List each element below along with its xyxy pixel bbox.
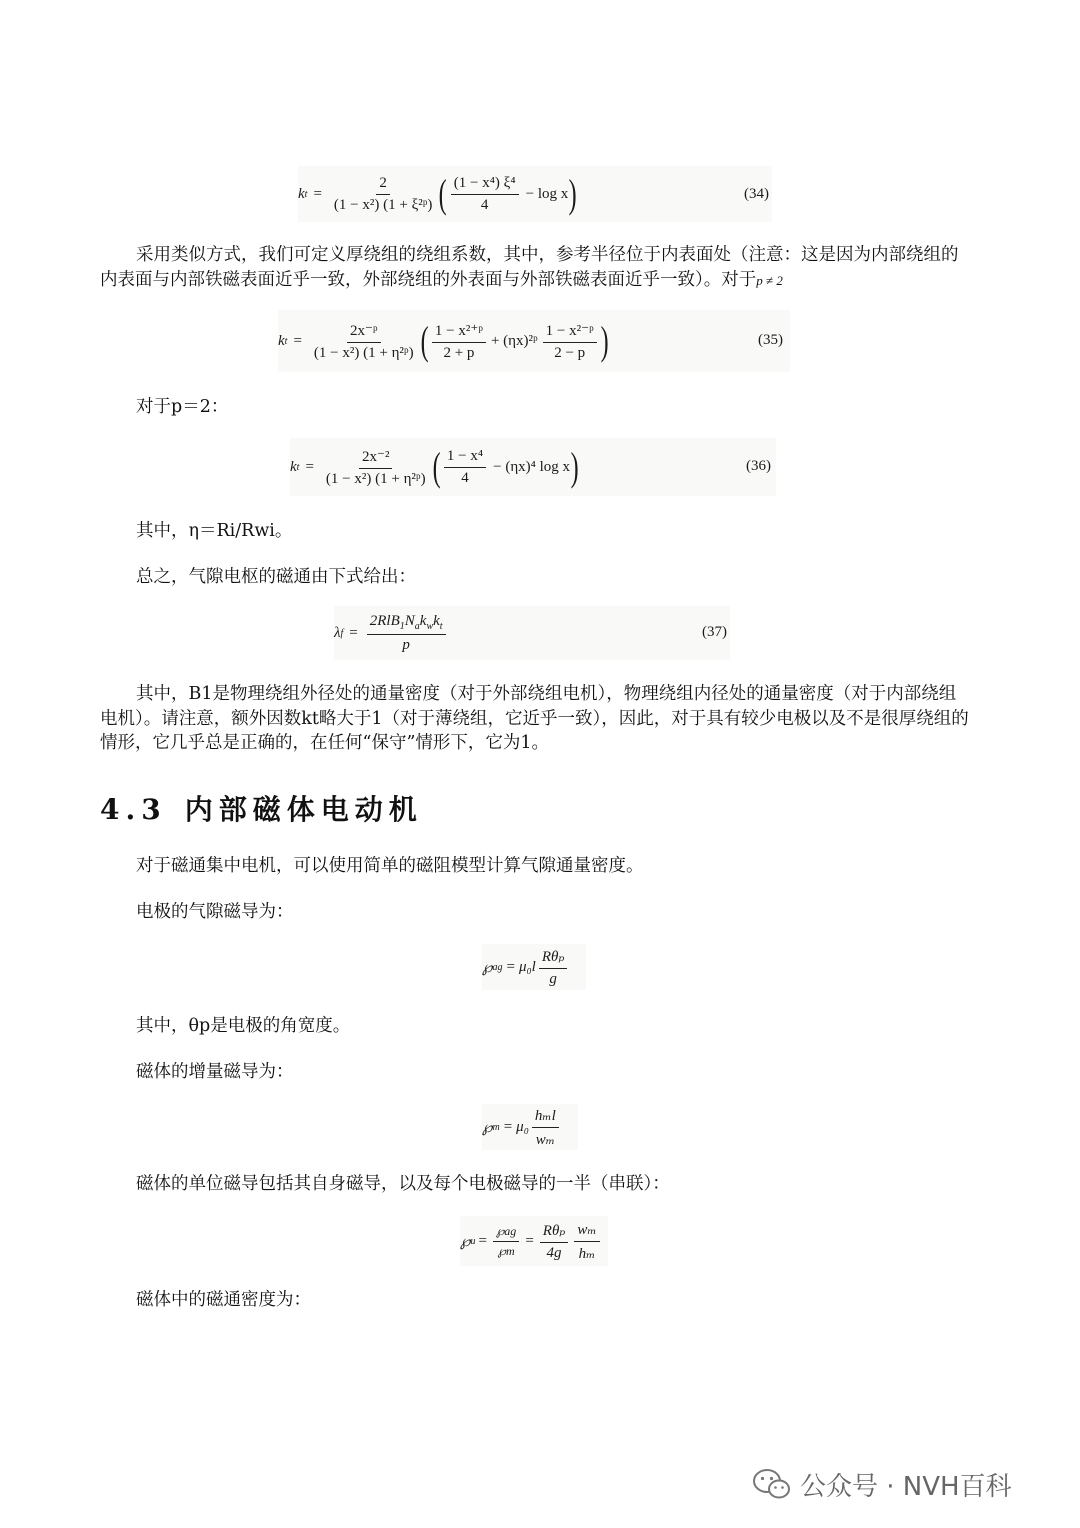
equation-36: k t = $\frac{\text{2x⁻²}}{\text{(1 − x²) (1 + η²ᵖ)}}$ ( $\frac{\text{1 − x⁴}}{4}$ − (ηx)⁴ log x ) [290,438,776,496]
eq-u-f3-denominator: hₘ [578,1245,596,1262]
eq34-inner-denominator: 4 [480,196,489,213]
section-heading [100,788,423,828]
paragraph-b1-explanation: 其中，B1是物理绕组外径处的通量密度（对于外部绕组电机），物理绕组内径处的通量密度（对于内部绕组电机）。请注意，额外因数kt略大于1（对于薄绕组，它近乎一致），因此，对于具有较少电极以及不是很厚绕组的情形，它几乎总是正确的，在任何“保守”情形下，它为1。 [100,684,969,753]
paragraph-p-equals-2: 对于p＝2： [136,397,229,417]
paragraph-magnet-permeance: 磁体的增量磁导为： [136,1062,294,1082]
eq35-inner1-fraction [432,321,486,362]
equation-magnet-permeance: ℘ m = μ₀ $\frac{\text{hₘl}}{\text{wₘ}}$ [482,1104,578,1150]
eq37-denominator: p [402,636,410,653]
eq34-inner-fraction [451,175,519,214]
eq34-inner-numerator: (1 − x⁴) ξ⁴ [451,175,519,195]
paragraph-thick-winding-text: 采用类似方式，我们可定义厚绕组的绕组系数，其中，参考半径位于内表面处（注意：这是因为内部绕组的内表面与内部铁磁表面近乎一致，外部绕组的外表面与外部铁磁表面近乎一致）。对于 [100,245,959,290]
eq36-inner-denominator: 4 [461,469,469,486]
paragraph-theta-p: 其中，θp是电极的角宽度。 [136,1016,351,1036]
section-number: 4.3 [100,793,167,826]
eq36-numerator: 2x⁻² [359,447,392,469]
eq-m-fraction [532,1106,559,1149]
eq34-denominator: (1 − x²) (1 + ξ²ᵖ) [333,196,433,213]
eq-m-pre: μ₀ [516,1118,529,1135]
equation-number-36: (36) [746,458,771,474]
watermark-text: 公众号 · NVH百科 [800,1471,1012,1502]
eq36-denominator: (1 − x²) (1 + η²ᵖ) [325,470,426,487]
eq35-lhs-sub: t [284,335,288,347]
condition-p-not-2: p ≠ 2 [756,272,783,288]
eq34-fraction [331,175,436,214]
eq-u-f2-denominator: 4g [546,1244,562,1261]
eq-u-f1-denominator: ℘m [497,1243,515,1258]
paragraph-reluctance-model: 对于磁通集中电机，可以使用简单的磁阻模型计算气隙通量密度。 [136,856,644,876]
eq-u-lhs: ℘ [460,1233,471,1250]
equation-number-35: (35) [758,332,783,348]
paragraph-magnet-flux-density: 磁体中的磁通密度为： [136,1290,311,1310]
eq35-numerator: 2x⁻ᵖ [347,321,381,343]
eq-m-numerator: hₘl [532,1106,559,1128]
eq-m-denominator: wₘ [535,1131,555,1148]
eq35-fraction [311,321,417,362]
eq-u-fraction-2 [540,1221,569,1262]
paragraph-thick-winding [100,243,970,293]
eq-m-lhs-sub: m [492,1121,500,1133]
equation-number-34: (34) [744,186,769,202]
eq35-inner2-denominator: 2 − p [554,344,586,361]
eq-m-lhs: ℘ [482,1119,493,1136]
equation-number-37: (37) [702,624,727,640]
eq-ag-lhs: ℘ [482,959,493,976]
eq35-lhs: k [278,332,285,349]
section-title: 内部磁体电动机 [184,793,423,826]
eq-ag-pre: μ₀l [518,958,536,975]
eq35-denominator: (1 − x²) (1 + η²ᵖ) [313,344,414,361]
paragraph-eta-definition: 其中，η＝Ri/Rwi。 [136,521,293,541]
eq36-inner-numerator: 1 − x⁴ [444,448,486,468]
eq34-lhs-sub: t [304,188,308,200]
equation-unit-permeance: ℘ u = $\frac{℘ag}{℘m}$ = $\frac{\text{Rθₚ}}{4g}$ $\frac{\text{wₘ}}{\text{hₘ}}$ [460,1216,608,1266]
eq34-numerator: 2 [376,175,390,195]
eq-u-fraction-3 [574,1220,599,1263]
watermark [752,1460,1052,1508]
equation-35: k t = $\frac{\text{2x⁻ᵖ}}{\text{(1 − x²) (1 + η²ᵖ)}}$ ( $\frac{\text{1 − x²⁺ᵖ}}{2 + p}$ + (ηx)²ᵖ $\frac{\text{1 − x²⁻ᵖ}}{2 - p}$ ) [278,310,790,372]
eq-ag-numerator: Rθₚ [539,947,568,969]
equation-37: λ f = $\frac{2RlB_1N_ak_wk_t}{p}$ [334,606,730,660]
eq-u-f3-numerator: wₘ [574,1220,599,1242]
eq35-inner2-fraction [543,321,597,362]
eq-u-f1-numerator: ℘ag [493,1224,519,1242]
equation-airgap-permeance: ℘ ag = μ₀l $\frac{\text{Rθₚ}}{g}$ [482,944,586,990]
eq36-inner-fraction [444,448,486,487]
eq35-inner1-denominator: 2 + p [443,344,475,361]
equation-34: k t = $\frac{2}{\text{(1 − x²) (1 + ξ²ᵖ)}}$ ( $\frac{\text{(1 − x⁴) ξ⁴}}{4}$ − log x ) [298,166,772,222]
eq34-lhs: k [298,185,305,202]
eq37-numerator: $2RlB_1N_ak_wk_t$ [367,613,446,635]
eq-ag-denominator: g [549,970,557,987]
eq-ag-fraction [539,947,568,988]
eq36-tail: − (ηx)⁴ log x [493,458,571,475]
eq-ag-lhs-sub: ag [492,961,503,973]
paragraph-flux-summary: 总之，气隙电枢的磁通由下式给出： [136,567,416,587]
paragraph-unit-permeance: 磁体的单位磁导包括其自身磁导，以及每个电极磁导的一半（串联）： [136,1174,670,1194]
eq35-inner1-numerator: 1 − x²⁺ᵖ [432,321,486,343]
eq36-fraction [323,447,429,488]
wechat-icon [752,1467,792,1501]
eq35-mid-term: + (ηx)²ᵖ [490,332,538,349]
eq36-lhs: k [290,458,297,475]
eq37-lhs: λ [334,624,341,641]
eq-u-lhs-sub: u [470,1235,476,1247]
eq34-tail: − log x [525,185,569,202]
eq37-fraction [367,613,446,654]
eq36-lhs-sub: t [296,461,300,473]
eq-u-fraction-1 [493,1224,519,1259]
eq-u-f2-numerator: Rθₚ [540,1221,569,1243]
eq35-inner2-numerator: 1 − x²⁻ᵖ [543,321,597,343]
paragraph-airgap-permeance: 电极的气隙磁导为： [136,902,294,922]
eq37-lhs-sub: f [340,627,344,639]
